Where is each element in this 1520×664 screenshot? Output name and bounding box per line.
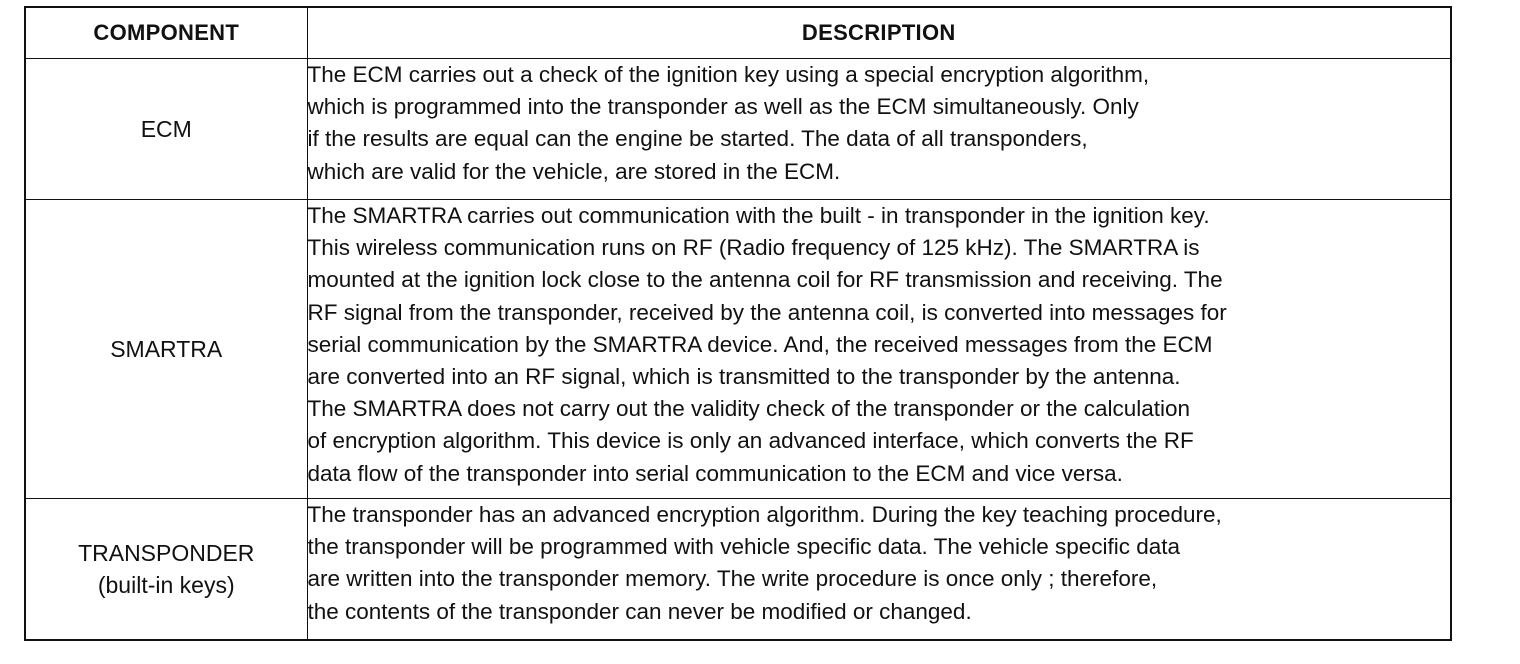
table-row-smartra xyxy=(25,200,1451,499)
description-line: are converted into an RF signal, which is transmitted to the transponder by the antenna. xyxy=(307,364,1181,390)
description-line: if the results are equal can the engine be started. The data of all transponders, xyxy=(307,126,1088,152)
component-name: ECM xyxy=(140,116,192,142)
description-line: The SMARTRA carries out communication with the built - in transponder in the ignition key. xyxy=(307,203,1210,228)
component-cell-transponder xyxy=(25,499,307,641)
description-line: The transponder has an advanced encryption algorithm. During the key teaching procedure, xyxy=(307,502,1222,527)
description-cell-transponder xyxy=(307,499,1451,641)
description-cell-ecm xyxy=(307,59,1451,200)
header-component: COMPONENT xyxy=(25,7,307,59)
component-name: TRANSPONDER xyxy=(78,540,255,566)
description-line: which are valid for the vehicle, are stored in the ECM. xyxy=(307,158,841,184)
header-description: DESCRIPTION xyxy=(307,7,1451,59)
description-line: which is programmed into the transponder as well as the ECM simultaneously. Only xyxy=(307,94,1139,120)
description-cell-smartra xyxy=(307,200,1451,499)
description-line: of encryption algorithm. This device is only an advanced interface, which converts the RF xyxy=(307,428,1194,454)
component-description-table xyxy=(24,6,1452,641)
description-line: mounted at the ignition lock close to the antenna coil for RF transmission and receiving. The xyxy=(307,267,1223,293)
component-subtitle: (built-in keys) xyxy=(97,572,235,598)
table-row-transponder xyxy=(25,499,1451,641)
component-name: SMARTRA xyxy=(110,336,223,362)
component-cell-smartra xyxy=(25,200,307,499)
description-line: This wireless communication runs on RF (Radio frequency of 125 kHz). The SMARTRA is xyxy=(307,235,1200,261)
description-line: serial communication by the SMARTRA device. And, the received messages from the ECM xyxy=(307,331,1213,357)
description-line: the contents of the transponder can never be modified or changed. xyxy=(307,598,972,624)
description-line: The SMARTRA does not carry out the validity check of the transponder or the calculation xyxy=(307,396,1191,422)
component-cell-ecm xyxy=(25,59,307,200)
description-line: are written into the transponder memory. The write procedure is once only ; therefore, xyxy=(307,566,1158,592)
table-header-row xyxy=(25,7,1451,59)
description-line: data flow of the transponder into serial communication to the ECM and vice versa. xyxy=(307,460,1123,486)
description-line: The ECM carries out a check of the ignition key using a special encryption algorithm, xyxy=(307,62,1150,87)
table-row-ecm xyxy=(25,59,1451,200)
description-line: the transponder will be programmed with vehicle specific data. The vehicle specific data xyxy=(307,534,1181,560)
description-line: RF signal from the transponder, received by the antenna coil, is converted into messages for xyxy=(307,299,1227,325)
